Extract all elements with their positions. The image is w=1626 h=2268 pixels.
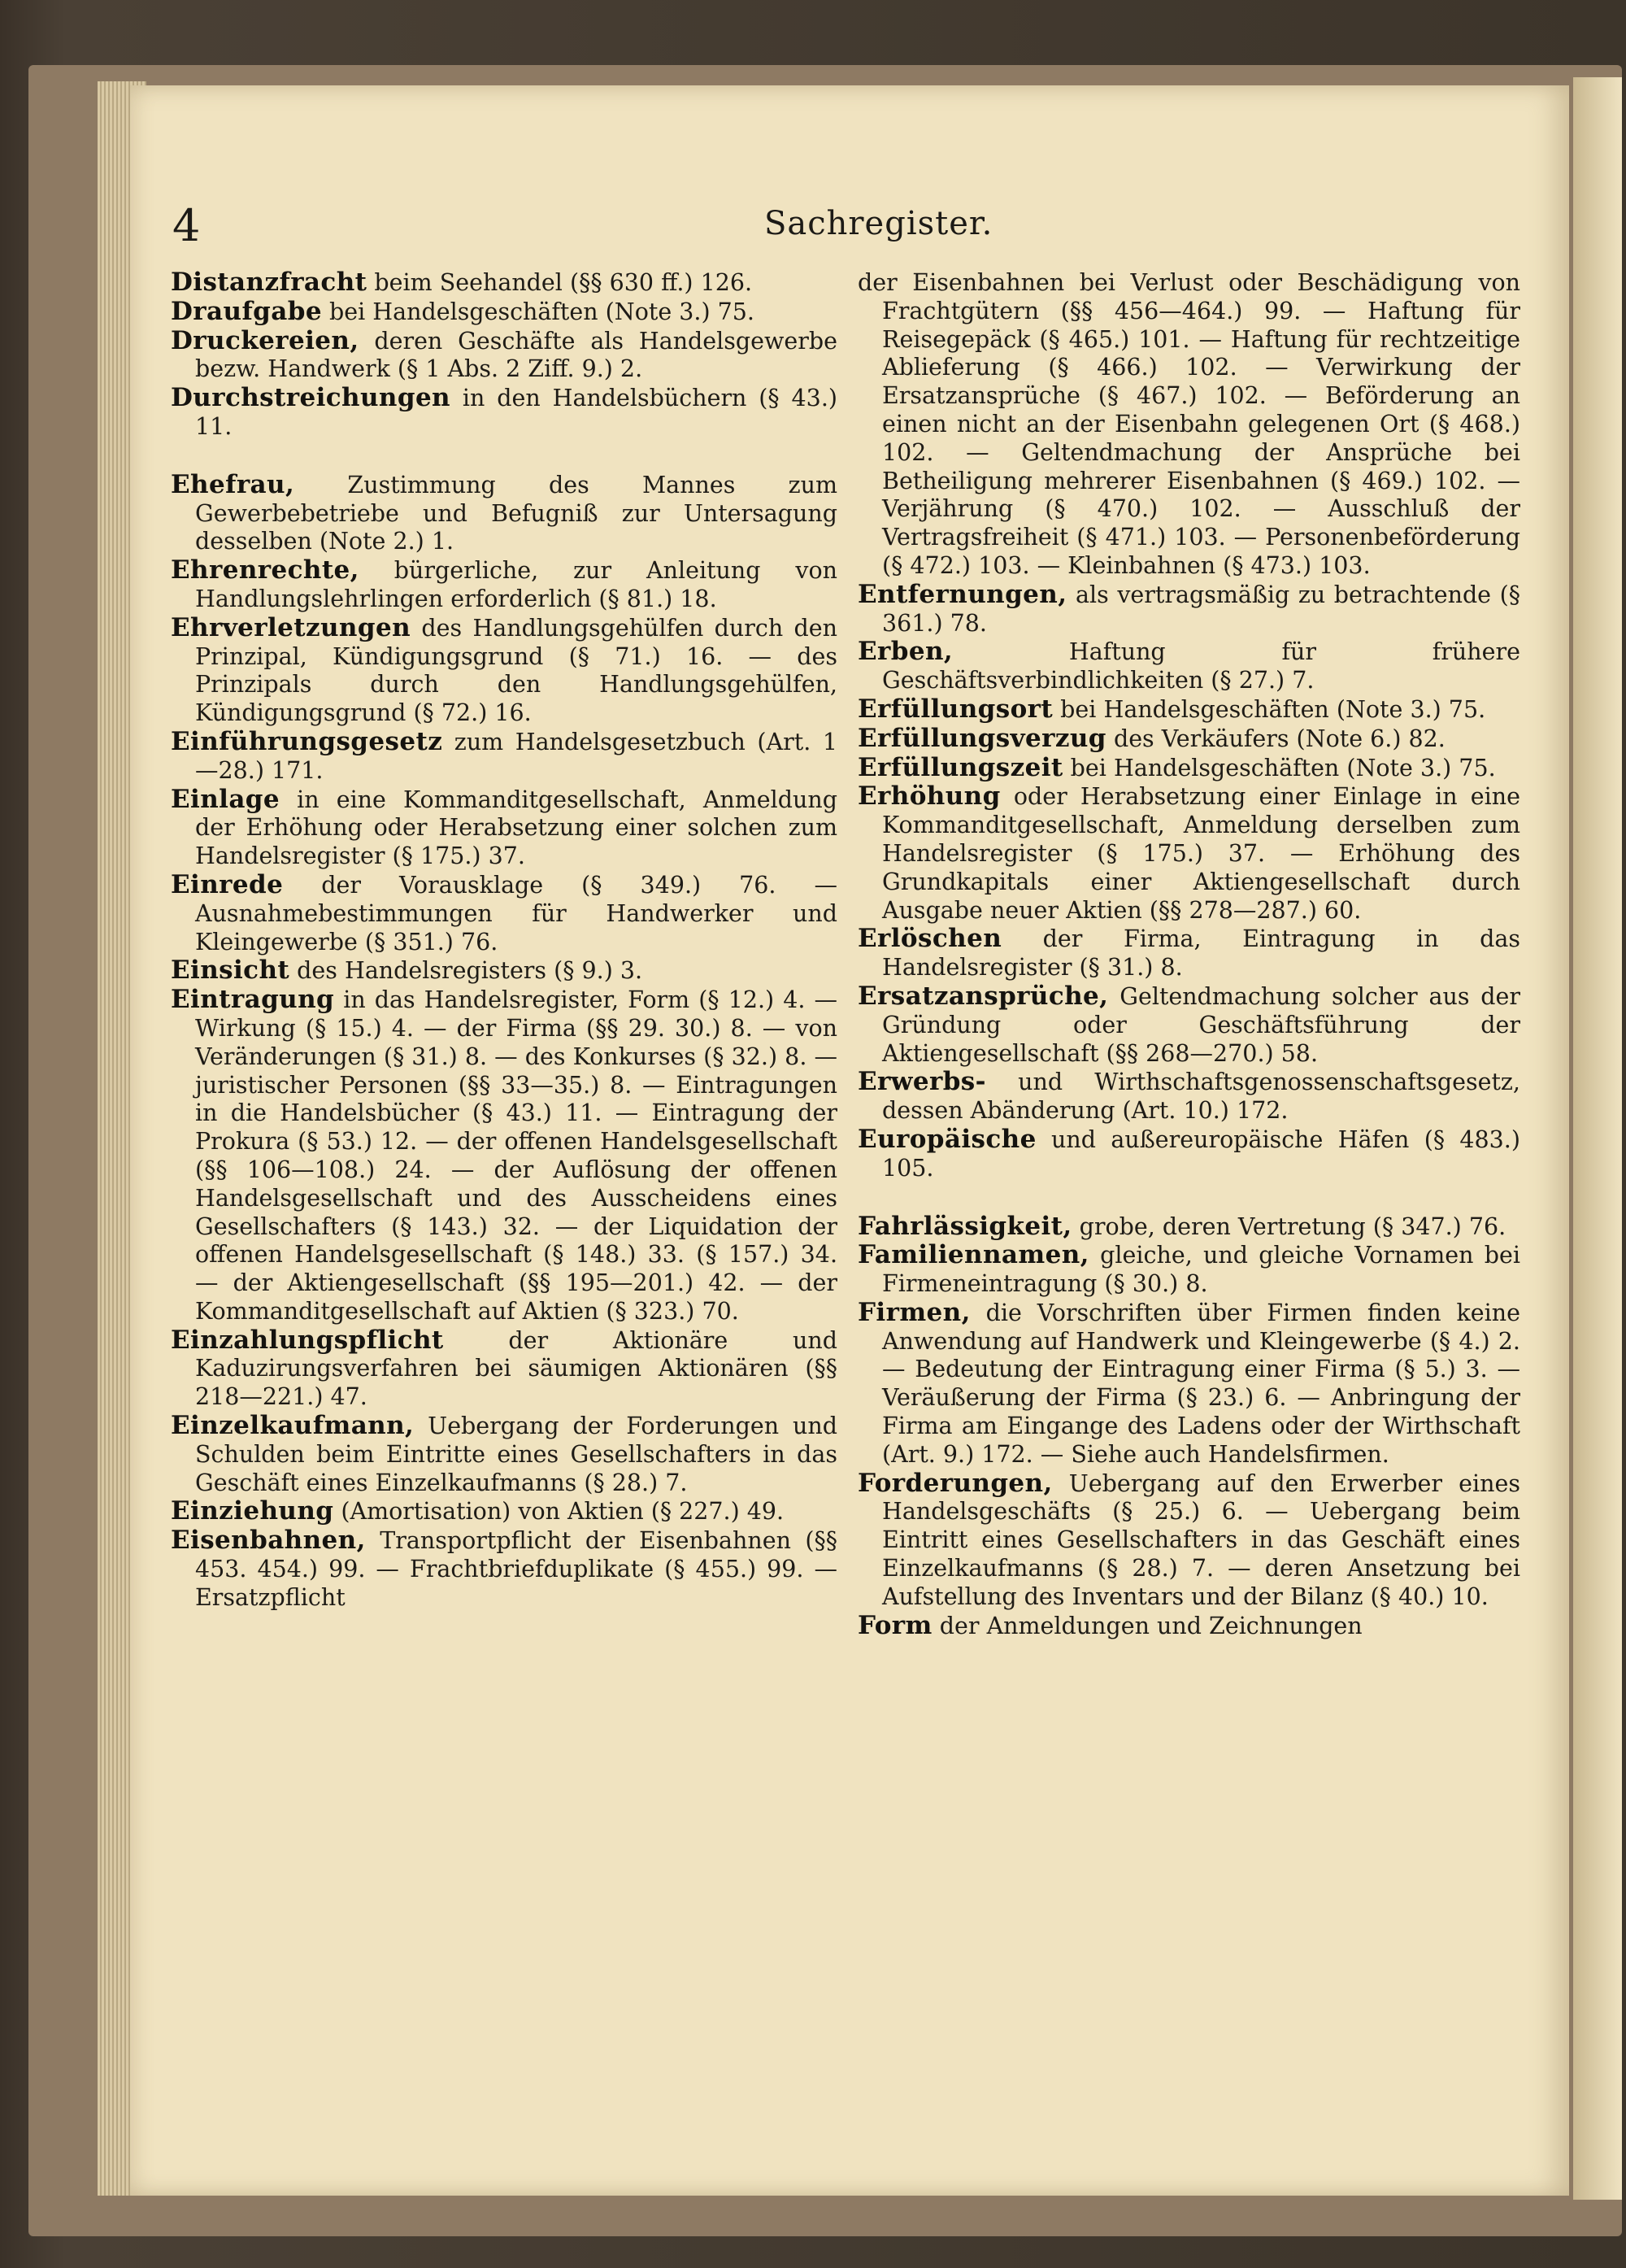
entry-text: und Wirthschaftsgenossenschaftsgesetz, dessen Abänderung (Art. 10.) 172. — [882, 1069, 1520, 1125]
entry-text: der Eisenbahnen bei Verlust oder Beschädigung von Frachtgütern (§§ 456—464.) 99. — Haftung für Reisegepäck (§ 465.) 101. — Haftung für rechtzeitige Ablieferung (§ 466.) 102. — Verwirkung der Ersatzansprüche (§ 467.) 102. — Beförderung an einen nicht an der Eisenbahn gelegenen Ort (§ 468.) 102. — Geltendmachung der Ansprüche bei Betheiligung mehrerer Eisenbahnen (§ 469.) 102. — Verjährung (§ 470.) 102. — Ausschluß der Vertragsfreiheit (§ 471.) 103. — Personenbeförderung (§ 472.) 103. — Kleinbahnen (§ 473.) 103. — [858, 269, 1520, 579]
index-entry — [858, 1212, 1520, 1242]
index-entry — [858, 1241, 1520, 1299]
entry-headword: Erfüllungszeit — [858, 752, 1063, 782]
index-entry — [171, 614, 837, 728]
index-entry — [171, 298, 837, 327]
entry-headword: Familiennamen, — [858, 1240, 1089, 1270]
entry-headword: Ersatzansprüche, — [858, 981, 1109, 1011]
index-entry — [858, 982, 1520, 1068]
index-entry — [858, 1068, 1520, 1125]
entry-text: bürgerliche, zur Anleitung von Handlungslehrlingen erforderlich (§ 81.) 18. — [195, 557, 837, 612]
index-entry — [171, 556, 837, 614]
entry-text: bei Handelsgeschäften (Note 3.) 75. — [1053, 695, 1486, 723]
entry-text: als vertragsmäßig zu betrachtende (§ 361.) 78. — [882, 581, 1520, 637]
index-entry — [858, 1125, 1520, 1183]
entry-headword: Firmen, — [858, 1297, 971, 1327]
entry-text: deren Geschäfte als Handelsgewerbe bezw. Handwerk (§ 1 Abs. 2 Ziff. 9.) 2. — [195, 327, 837, 383]
index-entry — [171, 871, 837, 956]
index-entry-continued — [858, 268, 1520, 581]
entry-text: beim Seehandel (§§ 630 ff.) 126. — [367, 269, 753, 296]
entry-text: Haftung für frühere Geschäftsverbindlichkeiten (§ 27.) 7. — [882, 638, 1520, 694]
facing-page-sliver — [1573, 77, 1622, 2200]
entry-text: bei Handelsgeschäften (Note 3.) 75. — [1063, 754, 1496, 781]
index-entry — [858, 754, 1520, 783]
entry-text: des Handlungsgehülfen durch den Prinzipal, Kündigungsgrund (§ 71.) 16. — des Prinzipals durch den Handlungsgehülfen, Kündigungsgrund (§ 72.) 16. — [195, 614, 837, 727]
entry-headword: Einlage — [171, 784, 280, 814]
entry-text: in den Handelsbüchern (§ 43.) 11. — [195, 385, 837, 440]
entry-text: oder Herabsetzung einer Einlage in eine Kommanditgesellschaft, Anmeldung derselben zum Handelsregister (§ 175.) 37. — Erhöhung des Grundkapitals einer Aktiengesellschaft durch Ausgabe neuer Aktien (§§ 278—287.) 60. — [882, 783, 1520, 924]
entry-headword: Form — [858, 1610, 933, 1640]
entry-headword: Fahrlässigkeit, — [858, 1211, 1072, 1241]
entry-text: der Anmeldungen und Zeichnungen — [932, 1612, 1363, 1639]
index-column-left — [171, 268, 837, 1613]
entry-text: der Firma, Eintragung in das Handelsregister (§ 31.) 8. — [882, 925, 1520, 982]
entry-text: Transportpflicht der Eisenbahnen (§§ 453. 454.) 99. — Frachtbriefduplikate (§ 455.) 99. — Ersatzpflicht — [195, 1527, 837, 1611]
entry-text: Uebergang auf den Erwerber eines Handelsgeschäfts (§ 25.) 6. — Uebergang beim Eintritt eines Gesellschafters in das Geschäft eines Einzelkaufmanns (§ 28.) 7. — deren Ansetzung bei Aufstellung des Inventars und der Bilanz (§ 40.) 10. — [882, 1469, 1520, 1610]
index-entry — [171, 327, 837, 385]
entry-headword: Einführungsgesetz — [171, 726, 443, 756]
entry-headword: Erben, — [858, 637, 954, 667]
entry-text: Uebergang der Forderungen und Schulden beim Eintritte eines Gesellschafters in das Geschäft eines Einzelkaufmanns (§ 28.) 7. — [195, 1413, 837, 1496]
index-entry — [858, 638, 1520, 695]
running-head-title: Sachregister. — [764, 205, 993, 242]
index-entry — [171, 956, 837, 986]
entry-headword: Druckereien, — [171, 325, 359, 355]
index-entry — [858, 695, 1520, 725]
index-entry — [858, 925, 1520, 982]
entry-headword: Draufgabe — [171, 296, 322, 326]
entry-text: grobe, deren Vertretung (§ 347.) 76. — [1072, 1212, 1506, 1240]
index-entry — [858, 1469, 1520, 1612]
entry-headword: Einzahlungspflicht — [171, 1325, 444, 1355]
entry-headword: Erwerbs- — [858, 1067, 986, 1097]
entry-headword: Forderungen, — [858, 1468, 1053, 1498]
index-entry — [171, 728, 837, 786]
entry-headword: Erfüllungsort — [858, 694, 1054, 724]
index-entry — [171, 384, 837, 442]
entry-headword: Entfernungen, — [858, 579, 1067, 609]
entry-text: (Amortisation) von Aktien (§ 227.) 49. — [333, 1498, 785, 1526]
entry-text: Zustimmung des Mannes zum Gewerbebetriebe und Befugniß zur Untersagung desselben (Note 2.) 1. — [195, 471, 837, 555]
entry-headword: Erlöschen — [858, 924, 1002, 954]
index-entry — [858, 782, 1520, 925]
entry-headword: Eintragung — [171, 985, 335, 1015]
index-entry — [171, 1526, 837, 1612]
entry-headword: Ehrverletzungen — [171, 612, 411, 642]
entry-text: in das Handelsregister, Form (§ 12.) 4. — Wirkung (§ 15.) 4. — der Firma (§§ 29. 30.) 8. — von Veränderungen (§ 31.) 8. — des Konkurses (§ 32.) 8. — juristischer Personen (§§ 33—35.) 8. — Eintragungen in die Handelsbücher (§ 43.) 11. — Eintragung der Prokura (§ 53.) 12. — der offenen Handelsgesellschaft (§§ 106—108.) 24. — der Auflösung der offenen Handelsgesellschaft und des Ausscheidens eines Gesellschafters (§ 143.) 32. — der Liquidation der offenen Handelsgesellschaft (§ 148.) 33. (§ 157.) 34. — der Aktiengesellschaft (§§ 195—201.) 42. — der Kommanditgesellschaft auf Aktien (§ 323.) 70. — [195, 986, 837, 1325]
index-entry — [171, 471, 837, 556]
entry-headword: Einsicht — [171, 956, 290, 986]
entry-text: der Aktionäre und Kaduzirungsverfahren bei säumigen Aktionären (§§ 218—221.) 47. — [195, 1326, 837, 1411]
entry-text: gleiche, und gleiche Vornamen bei Firmeneintragung (§ 30.) 8. — [882, 1242, 1520, 1298]
entry-text: und außereuropäische Häfen (§ 483.) 105. — [882, 1125, 1520, 1182]
index-entry — [171, 1326, 837, 1412]
entry-headword: Einziehung — [171, 1496, 334, 1526]
entry-headword: Erhöhung — [858, 781, 1001, 812]
entry-headword: Eisenbahnen, — [171, 1526, 366, 1556]
entry-text: in eine Kommanditgesellschaft, Anmeldung der Erhöhung oder Herabsetzung einer solchen zum Handelsregister (§ 175.) 37. — [195, 786, 837, 870]
index-entry — [858, 1612, 1520, 1641]
entry-headword: Ehefrau, — [171, 469, 295, 499]
entry-text: die Vorschriften über Firmen finden keine Anwendung auf Handwerk und Kleingewerbe (§ 4.) 2. — Bedeutung der Eintragung einer Firma (§ 5.) 3. — Veräußerung der Firma (§ 23.) 6. — Anbringung der Firma am Eingange des Ladens oder der Wirthschaft (Art. 9.) 172. — Siehe auch Handelsfirmen. — [882, 1299, 1520, 1468]
index-entry — [858, 1299, 1520, 1469]
entry-text: zum Handelsgesetzbuch (Art. 1—28.) 171. — [195, 728, 837, 784]
index-entry — [171, 986, 837, 1326]
entry-text: Geltendmachung solcher aus der Gründung oder Geschäftsführung der Aktiengesellschaft (§§ 268—270.) 58. — [882, 982, 1520, 1067]
entry-text: des Handelsregisters (§ 9.) 3. — [289, 957, 643, 985]
page-number: 4 — [172, 200, 201, 251]
entry-headword: Durchstreichungen — [171, 383, 451, 413]
index-entry — [171, 268, 837, 298]
entry-headword: Erfüllungsverzug — [858, 723, 1106, 753]
index-entry — [171, 786, 837, 871]
entry-text: des Verkäufers (Note 6.) 82. — [1106, 725, 1446, 752]
entry-text: bei Handelsgeschäften (Note 3.) 75. — [321, 298, 754, 325]
index-entry — [858, 581, 1520, 638]
entry-headword: Europäische — [858, 1124, 1037, 1154]
entry-text: der Vorausklage (§ 349.) 76. — Ausnahmebestimmungen für Handwerker und Kleingewerbe (§ 351.) 76. — [195, 871, 837, 956]
entry-headword: Einrede — [171, 869, 284, 899]
entry-headword: Ehrenrechte, — [171, 555, 359, 586]
index-entry — [858, 725, 1520, 754]
index-column-right — [858, 268, 1520, 1640]
entry-headword: Distanzfracht — [171, 268, 367, 297]
index-entry — [171, 1412, 837, 1497]
entry-headword: Einzelkaufmann, — [171, 1411, 415, 1441]
index-entry — [171, 1497, 837, 1526]
